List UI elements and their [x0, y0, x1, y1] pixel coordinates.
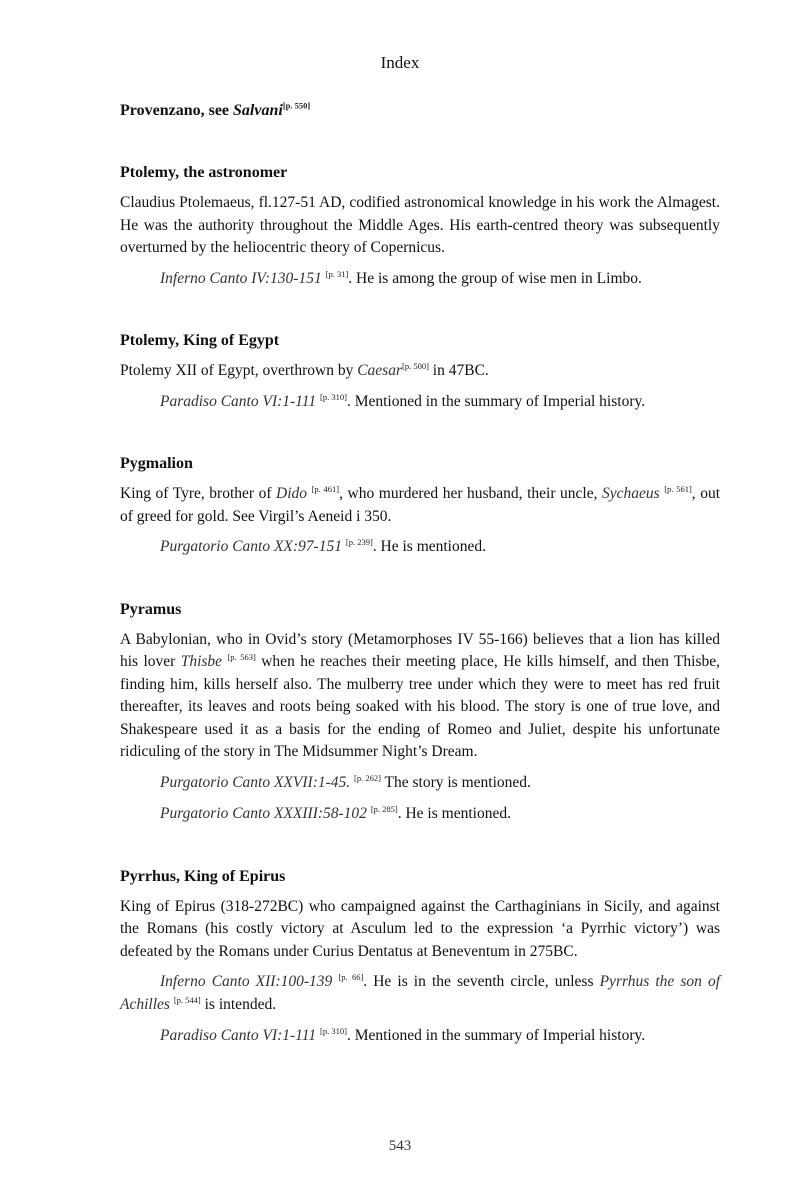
page-reference: [p. 310]	[320, 1025, 347, 1036]
canto-reference	[120, 268, 720, 291]
cross-reference-link[interactable]: Sychaeus	[602, 485, 660, 502]
page-reference: [p. 262]	[354, 772, 381, 783]
page-reference: [p. 500]	[402, 360, 429, 371]
page-reference: [p. 310]	[320, 391, 347, 402]
reference-note: . He is among the group of wise men in Limbo.	[348, 269, 642, 287]
cross-reference-link[interactable]: Caesar	[357, 362, 402, 379]
canto-link[interactable]: Purgatorio Canto XXVII:1-45.	[160, 773, 351, 791]
index-entry-ptolemy-king	[120, 330, 720, 413]
canto-link[interactable]: Paradiso Canto VI:1-111	[160, 1027, 317, 1044]
canto-reference	[120, 391, 720, 414]
index-entry-pyrrhus	[120, 866, 720, 1048]
canto-reference	[120, 536, 720, 559]
running-header: Index	[380, 53, 420, 72]
canto-reference	[120, 1025, 720, 1048]
canto-reference	[120, 803, 720, 826]
description-text: A Babylonian, who in Ovid’s story (Metamorphoses IV 55-166) believes that a lion has killed his lover	[120, 630, 720, 670]
entry-title: Pyramus	[120, 600, 182, 618]
page-reference: [p. 461]	[311, 483, 340, 494]
page-number: 543	[388, 1138, 412, 1154]
entry-title: Ptolemy, King of Egypt	[120, 332, 280, 349]
page-reference: [p. 239]	[345, 536, 373, 547]
description-text: in 47BC.	[428, 362, 489, 379]
page-reference: [p. 66]	[338, 971, 364, 982]
page-reference: [p. 285]	[370, 803, 398, 814]
canto-link[interactable]: Purgatorio Canto XX:97-151	[160, 538, 342, 555]
entry-title: Ptolemy, the astronomer	[120, 164, 288, 181]
entry-description: Claudius Ptolemaeus, fl.127-51 AD, codified astronomical knowledge in his work the Almagest. He was the authority throughout the Middle Ages. His earth-centred theory was subsequently overturned by the heliocentric theory of Copernicus.	[120, 194, 720, 256]
canto-link[interactable]: Inferno Canto XII:100-139	[160, 973, 333, 990]
cross-reference-link[interactable]: Dido	[276, 485, 308, 502]
description-text: Ptolemy XII of Egypt, overthrown by	[120, 362, 358, 379]
canto-link[interactable]: Purgatorio Canto XXXIII:58-102	[160, 805, 367, 822]
page-reference: [p. 31]	[325, 268, 349, 279]
index-entry-pyramus	[120, 599, 720, 826]
cross-reference-link[interactable]: Thisbe	[180, 653, 223, 670]
index-entry-ptolemy-astronomer	[120, 162, 720, 290]
description-text: , who murdered her husband, their uncle,	[339, 485, 602, 502]
description-text: , out of greed for gold. See Virgil’s Aeneid i 350.	[120, 485, 721, 525]
reference-note: The story is mentioned.	[380, 773, 531, 791]
index-content	[120, 100, 720, 1088]
page-reference: [p. 550]	[282, 100, 311, 111]
index-entry-pygmalion	[120, 453, 720, 559]
canto-reference	[120, 772, 720, 795]
description-text: King of Tyre, brother of	[120, 485, 277, 502]
cross-reference-link[interactable]: Pyrrhus the son of Achilles	[120, 973, 721, 1013]
reference-note: . Mentioned in the summary of Imperial history.	[346, 392, 646, 410]
canto-reference	[120, 971, 720, 1016]
reference-note: . He is mentioned.	[397, 805, 511, 822]
canto-link[interactable]: Paradiso Canto VI:1-111	[160, 392, 317, 410]
page-reference: [p. 561]	[664, 483, 692, 494]
entry-description	[120, 483, 720, 528]
entry-title-text: Provenzano, see	[120, 102, 234, 119]
cross-reference-link[interactable]: Salvani	[233, 102, 283, 119]
reference-note: is intended.	[200, 995, 277, 1013]
entry-description: King of Epirus (318-272BC) who campaigned against the Carthaginians in Sicily, and against the Romans (his costly victory at Asculum led to the expression ‘a Pyrrhic victory’) was defeated by the Romans under Curius Dentatus at Beneventum in 275BC.	[120, 897, 720, 960]
entry-description	[120, 629, 720, 764]
canto-link[interactable]: Inferno Canto IV:130-151	[160, 269, 322, 287]
index-entry-provenzano	[120, 100, 720, 122]
entry-title: Pyrrhus, King of Epirus	[120, 867, 286, 885]
page-reference: [p. 544]	[173, 994, 201, 1005]
entry-description	[120, 360, 720, 383]
page-reference: [p. 563]	[227, 651, 256, 662]
description-text: when he reaches their meeting place, He kills himself, and then Thisbe, finding him, kills herself also. The mulberry tree under which they were to meet has red fruit thereafter, its leaves and roots being soaked with his blood. The story is one of true love, and Shakespeare used it as a basis for the ending of Romeo and Juliet, despite his unfortunate ridiculing of the story in The Midsummer Night’s Dream.	[120, 653, 720, 760]
entry-title: Pygmalion	[120, 455, 193, 472]
entry-title	[120, 100, 720, 122]
reference-note: . He is mentioned.	[372, 538, 486, 555]
reference-note: . He is in the seventh circle, unless	[363, 973, 600, 990]
reference-note: . Mentioned in the summary of Imperial history.	[346, 1027, 646, 1044]
